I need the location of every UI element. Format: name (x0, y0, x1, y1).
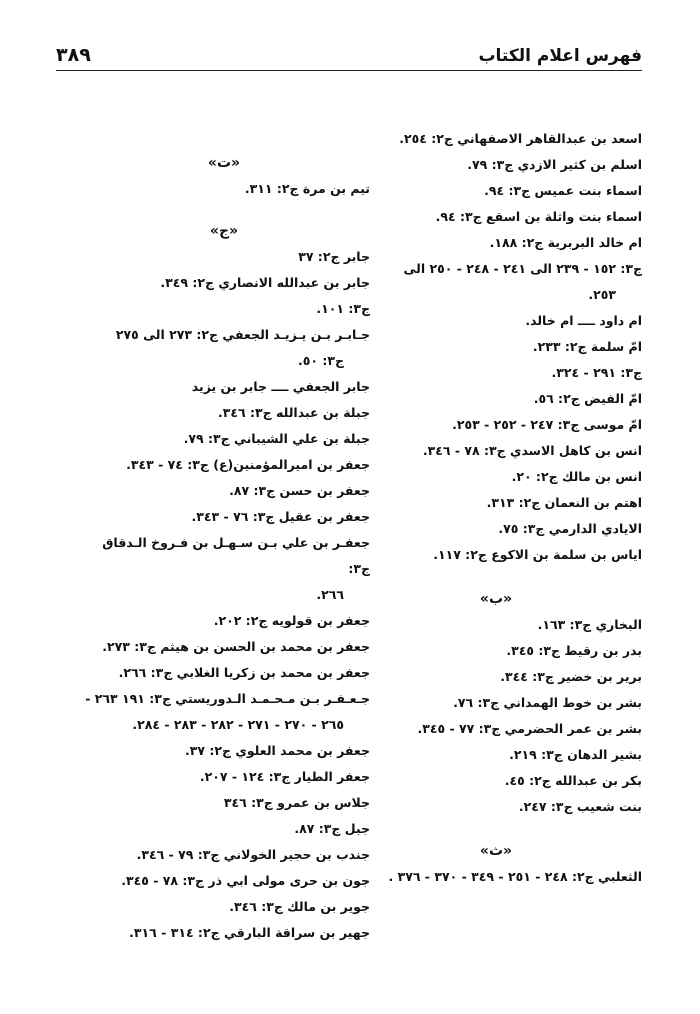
index-entry: جبلة بن عبدالله ج٣: ٣٤٦. (218, 405, 370, 420)
index-entry: الثعلبي ج٢: ٢٤٨ - ٢٥١ - ٣٤٩ - ٣٧٠ - ٣٧٦ . (388, 869, 642, 884)
index-entry: بشر بن عمر الحضرمي ج٣: ٧٧ - ٣٤٥. (417, 721, 642, 736)
index-entry: ج٣: ٢٩١ - ٣٢٤. (551, 365, 642, 380)
index-entry: تيم بن مرة ج٢: ٣١١. (244, 181, 370, 196)
running-title: فهرس اعلام الكتاب (478, 46, 642, 66)
index-entry-continuation: ٢٦٥ - ٢٧٠ - ٢٧١ - ٢٨٢ - ٢٨٣ - ٢٨٤. (132, 717, 344, 732)
index-entry: ام داود ــــ ام خالد. (525, 313, 642, 328)
index-entry: جوير بن مالك ج٣: ٣٤٦. (229, 899, 370, 914)
index-entry: البخاري ج٣: ١٦٣. (537, 617, 642, 632)
index-entry: بنت شعيب ج٣: ٢٤٧. (518, 799, 642, 814)
ba-entries (350, 612, 642, 820)
index-entry: جابر ج٢: ٣٧ (298, 249, 370, 264)
index-entry: اسلم بن كثير الازدي ج٣: ٧٩. (467, 157, 642, 172)
index-entry: برير بن خضير ج٣: ٣٤٤. (500, 669, 642, 684)
index-entry: اهتم بن النعمان ج٢: ٣١٣. (486, 495, 642, 510)
index-entry: بشر بن خوط الهمداني ج٣: ٧٦. (453, 695, 642, 710)
section-heading-tha: «ث» (479, 843, 513, 859)
section-heading-ba: «ب» (479, 591, 513, 607)
index-entry: الايادي الدارمي ج٣: ٧٥. (498, 521, 642, 536)
index-entry: جـابـر بـن يـزيـد الجعفي ج٢: ٢٧٣ الى ٢٧٥ (115, 327, 370, 342)
index-entry: جعفر بن عقيل ج٣: ٧٦ - ٣٤٣. (191, 509, 370, 524)
index-entry: جندب بن حجير الخولاني ج٣: ٧٩ - ٣٤٦. (136, 847, 370, 862)
index-entry: بدر بن رقيط ج٣: ٣٤٥. (506, 643, 642, 658)
page-header (56, 34, 642, 71)
index-entry: بشير الدهان ج٣: ٢١٩. (509, 747, 642, 762)
index-entry: ج٣: ١٠١. (316, 301, 370, 316)
index-entry: جبلة بن علي الشيباني ج٣: ٧٩. (183, 431, 370, 446)
index-entry: جعفر بن حسن ج٣: ٨٧. (229, 483, 370, 498)
index-entry: انس بن مالك ج٢: ٢٠. (511, 469, 642, 484)
alif-entries (350, 126, 642, 568)
section-gap (350, 820, 642, 838)
section-heading-jim: «ج» (209, 223, 239, 239)
jim-entries (78, 244, 370, 946)
index-entry: امّ موسى ج٣: ٢٤٧ - ٢٥٢ - ٢٥٣. (452, 417, 642, 432)
index-entry-continuation: ج٣: ٥٠. (297, 353, 344, 368)
tha-entries (350, 864, 642, 890)
index-entry: جـعـفـر بـن مـحـمـد الـدوريستي ج٣: ١٩١ ٢٦٣ - (85, 691, 370, 706)
index-column-left (78, 150, 370, 946)
index-entry: جعفر بن محمد بن الحسن بن هيثم ج٣: ٢٧٣. (102, 639, 370, 654)
index-entry: جهير بن سراقة البارقي ج٢: ٣١٤ - ٣١٦. (129, 925, 370, 940)
section-gap (78, 202, 370, 218)
index-entry: بكر بن عبدالله ج٢: ٤٥. (504, 773, 642, 788)
index-entry: ج٣: ١٥٢ - ٢٣٩ الى ٢٤١ - ٢٤٨ - ٢٥٠ الى (403, 261, 642, 276)
index-entry: جبل ج٣: ٨٧. (294, 821, 370, 836)
index-entry: جلاس بن عمرو ج٣: ٣٤٦ (223, 795, 370, 810)
index-entry: انس بن كاهل الاسدي ج٣: ٧٨ - ٣٤٦. (422, 443, 642, 458)
index-entry-continuation: ٢٥٣. (588, 287, 616, 302)
section-heading-ta: «ت» (207, 155, 241, 171)
index-entry: اسعد بن عبدالقاهر الاصفهاني ج٢: ٢٥٤. (399, 131, 642, 146)
index-entry: اسماء بنت عميس ج٣: ٩٤. (484, 183, 642, 198)
index-entry-continuation: ٢٦٦. (316, 587, 344, 602)
index-entry: جعفر الطيار ج٣: ١٢٤ - ٢٠٧. (199, 769, 370, 784)
index-entry: جعفر بن اميرالمؤمنين(ع) ج٣: ٧٤ - ٣٤٣. (126, 457, 370, 472)
index-entry: اسماء بنت واثلة بن اسقع ج٣: ٩٤. (435, 209, 642, 224)
index-entry: جابر بن عبدالله الانصاري ج٢: ٣٤٩. (160, 275, 370, 290)
index-entry: جابر الجعفي ــــ جابر بن يزيد (191, 379, 370, 394)
index-entry: جون بن حرى مولى ابي ذر ج٣: ٧٨ - ٣٤٥. (121, 873, 370, 888)
index-entry: اياس بن سلمة بن الاكوع ج٢: ١١٧. (433, 547, 642, 562)
ta-entries (78, 176, 370, 202)
section-gap (350, 568, 642, 586)
index-entry: جعفر بن قولويه ج٢: ٢٠٢. (213, 613, 370, 628)
index-entry: جعفر بن محمد بن زكريا الغلابي ج٣: ٢٦٦. (118, 665, 370, 680)
index-entry: جعفر بن محمد العلوي ج٢: ٣٧. (185, 743, 370, 758)
index-entry: جعفـر بن علي بـن سـهـل بن فـروخ الـدقاق ج٣: (102, 535, 370, 576)
page-number: ٣٨٩ (56, 44, 91, 66)
index-entry: امّ سلمة ج٢: ٢٣٣. (532, 339, 642, 354)
index-column-right (350, 126, 642, 890)
index-entry: امّ الفيض ج٢: ٥٦. (533, 391, 642, 406)
index-entry: ام خالد البربرية ج٢: ١٨٨. (489, 235, 642, 250)
